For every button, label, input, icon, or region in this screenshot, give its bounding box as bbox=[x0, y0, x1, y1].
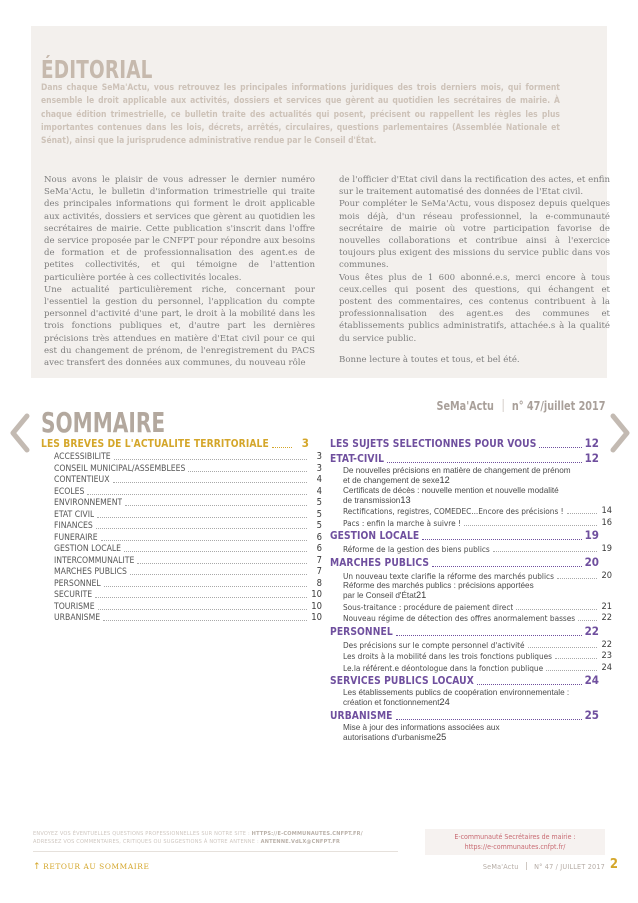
dot-leader bbox=[387, 461, 582, 463]
toc-article-line2 bbox=[343, 475, 599, 485]
toc-item[interactable] bbox=[41, 520, 322, 531]
toc-section[interactable] bbox=[330, 528, 599, 542]
toc-item-label: PERSONNEL bbox=[54, 578, 101, 589]
toc-item[interactable] bbox=[41, 486, 322, 497]
dot-leader bbox=[567, 512, 597, 514]
toc-article[interactable] bbox=[330, 612, 612, 623]
dot-leader bbox=[528, 646, 597, 648]
toc-item-label: CONSEIL MUNICIPAL/ASSEMBLÉES bbox=[54, 463, 186, 474]
editorial-paragraph: Vous êtes plus de 1 600 abonné.e.s, merci encore à tous ceux.celles qui posent des questions, qui échangent et postent des commentaires, ces contenus contribuent à la professionnalisation des agent.es des communes et établissements publics administratifs, attachée.s à la qualité du service public. bbox=[339, 272, 610, 344]
editorial-title: ÉDITORIAL bbox=[41, 54, 153, 84]
toc-section-label: SERVICES PUBLICS LOCAUX bbox=[330, 676, 474, 687]
toc-column-breves bbox=[41, 436, 322, 742]
toc-article[interactable] bbox=[330, 517, 612, 528]
toc-item-label: ÉTAT CIVIL bbox=[54, 509, 95, 520]
toc-article-page: 22 bbox=[601, 638, 612, 650]
footer-email-link[interactable]: ANTENNE.VdLX@CNFPT.FR bbox=[260, 839, 341, 846]
toc-item-page: 3 bbox=[316, 451, 322, 462]
chevron-right-icon[interactable] bbox=[604, 410, 634, 456]
toc-item-page: 6 bbox=[316, 543, 322, 554]
toc-item-label: ACCESSIBILITÉ bbox=[54, 452, 111, 462]
toc-article-page: 21 bbox=[601, 600, 612, 612]
dot-leader bbox=[539, 446, 581, 448]
dot-leader bbox=[124, 550, 307, 552]
dot-leader bbox=[464, 524, 597, 526]
dot-leader bbox=[432, 565, 581, 567]
toc-item-label: ENVIRONNEMENT bbox=[54, 498, 123, 508]
toc-article-line2 bbox=[343, 697, 599, 707]
editorial-columns bbox=[44, 174, 610, 369]
toc-article-page: 12 bbox=[439, 475, 450, 485]
toc-section-page: 20 bbox=[584, 554, 599, 569]
toc-article-page: 24 bbox=[601, 661, 612, 673]
toc-article-label-line2: de transmission bbox=[343, 495, 401, 505]
footer-publication-name: SeMa'Actu bbox=[482, 862, 519, 871]
footer-site-link[interactable]: HTTPS://E-COMMUNAUTES.CNFPT.FR/ bbox=[251, 831, 363, 837]
toc-item[interactable] bbox=[41, 566, 322, 577]
arrow-up-icon: ↑ bbox=[33, 862, 42, 872]
toc-item[interactable] bbox=[41, 589, 322, 600]
toc-article-page: 21 bbox=[416, 590, 427, 600]
dot-leader bbox=[422, 538, 581, 540]
dot-leader bbox=[95, 596, 307, 598]
toc-item-page: 5 bbox=[316, 520, 322, 531]
toc-article-label-line2: par le Conseil d'État bbox=[343, 591, 417, 600]
toc-article[interactable] bbox=[330, 723, 599, 742]
toc-item-page: 5 bbox=[316, 508, 322, 520]
footer-note-text: ENVOYEZ VOS ÉVENTUELLES QUESTIONS PROFESSIONNELLES SUR NOTRE SITE : bbox=[33, 831, 252, 837]
toc-article-label-line2: autorisations d'urbanisme bbox=[343, 732, 437, 742]
sommaire-title: SOMMAIRE bbox=[41, 406, 166, 440]
toc-item-label: MARCHÉS PUBLICS bbox=[54, 567, 127, 577]
toc-article[interactable] bbox=[330, 570, 612, 581]
toc-item-page: 4 bbox=[316, 485, 322, 497]
toc-item[interactable] bbox=[41, 497, 322, 508]
toc-section-label: URBANISME bbox=[330, 710, 393, 722]
toc-article-label: Un nouveau texte clarifie la réforme des marchés publics bbox=[343, 570, 554, 581]
toc-article[interactable] bbox=[330, 662, 612, 673]
toc-article[interactable] bbox=[330, 688, 599, 707]
ecommunaute-box[interactable] bbox=[425, 829, 605, 855]
toc-item[interactable] bbox=[41, 612, 322, 623]
toc-section-label: GESTION LOCALE bbox=[330, 531, 420, 542]
dot-leader bbox=[96, 527, 307, 529]
chevron-left-icon[interactable] bbox=[6, 410, 36, 456]
toc-article[interactable] bbox=[330, 466, 599, 485]
toc-item-page: 4 bbox=[316, 474, 322, 485]
toc-article-line2 bbox=[343, 495, 599, 505]
toc-item-label: INTERCOMMUNALITÉ bbox=[54, 555, 135, 566]
dot-leader bbox=[137, 562, 307, 564]
toc-article-label: Des précisions sur le compte personnel d'activité bbox=[343, 639, 525, 650]
toc-article-page: 13 bbox=[400, 494, 411, 505]
toc-article-label: Nouveau régime de détection des offres anormalement basses bbox=[343, 613, 576, 623]
toc-article-label-line2: création et fonctionnement bbox=[343, 698, 440, 707]
toc-section[interactable] bbox=[330, 708, 599, 722]
toc-article[interactable] bbox=[330, 650, 612, 661]
sommaire-issue-meta bbox=[436, 398, 605, 413]
toc-article[interactable] bbox=[330, 486, 599, 505]
toc-article-label-line2: et de changement de sexe bbox=[343, 476, 440, 485]
dot-leader bbox=[578, 619, 597, 621]
toc-article-label: Les droits à la mobilité dans les trois fonctions publiques bbox=[343, 651, 553, 661]
sommaire-publication-name: SeMa'Actu bbox=[436, 398, 494, 413]
toc-heading-label: LES BRÈVES DE L'ACTUALITÉ TERRITORIALE bbox=[41, 439, 269, 450]
toc-article-page: 16 bbox=[601, 516, 612, 528]
toc-section-page: 12 bbox=[584, 451, 599, 465]
dot-leader bbox=[114, 458, 307, 460]
toc-item[interactable] bbox=[41, 532, 322, 543]
toc-item[interactable] bbox=[41, 543, 322, 554]
dot-leader bbox=[101, 539, 307, 541]
toc-article-label-line1: De nouvelles précisions en matière de changement de prénom bbox=[343, 466, 571, 475]
toc-item-page: 10 bbox=[311, 612, 322, 623]
toc-article[interactable] bbox=[330, 601, 612, 612]
editorial-intro: Dans chaque SeMa'Actu, vous retrouvez les principales informations juridiques des trois derniers mois, qui forment ensemble le droit applicable aux activités, dossiers et services que gèrent au quotidien les secrétaires de mairie. À chaque édition trimestrielle, ce bulletin traite des actualités qui posent, précisent ou rappellent les règles les plus importantes contenues dans les lois, décrets, arrêtés, circulaires, questions parlementaires (Assemblée Nationale et Sénat), ainsi que la jurisprudence administrative rendue par le Conseil d'État. bbox=[41, 83, 560, 147]
sommaire-issue-number: n° 47/juillet 2017 bbox=[511, 398, 605, 413]
toc-section[interactable] bbox=[330, 555, 599, 569]
footer-note-line-2 bbox=[33, 838, 398, 846]
divider bbox=[502, 399, 503, 412]
toc-item-page: 7 bbox=[316, 566, 322, 577]
editorial-paragraph: de l'officier d'Etat civil dans la rectification des actes, et enfin sur le traitement automatisé des données de l'Etat civil. bbox=[339, 175, 610, 198]
editorial-paragraph: Bonne lecture à toutes et tous, et bel été. bbox=[339, 354, 520, 365]
dot-leader bbox=[87, 493, 307, 495]
footer-issue-number: N° 47 / JUILLET 2017 bbox=[534, 862, 605, 871]
dot-leader bbox=[125, 504, 307, 506]
toc-section[interactable] bbox=[330, 624, 599, 638]
toc-article-label: Le.la référent.e déontologue dans la fonction publique bbox=[343, 662, 544, 673]
editorial-paragraph: Pour compléter le SeMa'Actu, vous disposez depuis quelques mois déjà, d'un réseau professionnel, la e-communauté secrétaire de mairie où votre participation favorise de nouvelles collaborations et contribue ainsi à l'exercice toujours plus exigent des missions du service public dans vos communes. bbox=[339, 199, 610, 271]
toc-section-page: 24 bbox=[584, 673, 599, 687]
editorial-paragraph: Nous avons le plaisir de vous adresser le dernier numéro SeMa'Actu, le bulletin d'information trimestrielle qui traite des principales informations qui forment le droit applicable aux activités, dossiers et services que gèrent au quotidien les secrétaires de mairie. Cette publication s'inscrit dans l'offre de service proposée par le CNFPT pour répondre aux besoins de formation et de professionnalisation des agent.es de petites collectivités, et qui témoigne de l'attention particulière portée à ces collectivités locales. bbox=[44, 175, 315, 283]
toc-heading-label: LES SUJETS SÉLECTIONNÉS POUR VOUS bbox=[330, 439, 537, 450]
dot-leader bbox=[113, 481, 308, 483]
toc-heading-page: 12 bbox=[584, 436, 599, 450]
toc-item-page: 6 bbox=[316, 531, 322, 543]
toc-section[interactable] bbox=[330, 673, 599, 687]
toc-article-page: 24 bbox=[439, 697, 450, 707]
toc-article-label: Sous-traitance : procédure de paiement direct bbox=[343, 601, 514, 612]
toc-article-page: 14 bbox=[601, 505, 612, 516]
dot-leader bbox=[396, 634, 582, 636]
toc-section-page: 22 bbox=[584, 623, 599, 638]
toc-column-sujets bbox=[330, 436, 612, 742]
toc-item-label: CONTENTIEUX bbox=[54, 475, 110, 485]
toc-section-page: 19 bbox=[584, 528, 599, 542]
dot-leader bbox=[557, 577, 597, 579]
toc-item-page: 5 bbox=[316, 497, 322, 508]
back-to-summary-link[interactable] bbox=[33, 862, 149, 872]
toc-item[interactable] bbox=[41, 601, 322, 612]
toc-item[interactable] bbox=[41, 474, 322, 485]
footer-note-text: ADRESSEZ VOS COMMENTAIRES, CRITIQUES OU SUGGESTIONS À NOTRE ANTENNE : bbox=[33, 839, 261, 846]
toc-item-label: FINANCES bbox=[54, 521, 93, 531]
toc-item-page: 10 bbox=[311, 600, 322, 612]
toc-article-page: 25 bbox=[436, 731, 447, 742]
toc-item[interactable] bbox=[41, 555, 322, 566]
toc-article-page: 20 bbox=[601, 569, 612, 581]
back-to-summary-label: RETOUR AU SOMMAIRE bbox=[43, 862, 150, 871]
toc-heading-page: 3 bbox=[301, 436, 309, 450]
dot-leader bbox=[396, 718, 582, 720]
dot-leader bbox=[493, 550, 597, 552]
toc-article-line2 bbox=[343, 732, 599, 742]
toc-item-label: GESTION LOCALE bbox=[54, 544, 122, 554]
footer-contact-note bbox=[33, 830, 398, 852]
toc-item-label: ÉCOLES bbox=[54, 486, 85, 497]
table-of-contents bbox=[41, 436, 612, 742]
ecommunaute-url[interactable]: https://e-communautes.cnfpt.fr/ bbox=[464, 843, 566, 851]
toc-article[interactable] bbox=[330, 581, 599, 600]
toc-item-label: URBANISME bbox=[54, 613, 101, 623]
divider bbox=[526, 862, 527, 870]
toc-article-label-line1: Les établissements publics de coopération environnementale : bbox=[343, 688, 570, 697]
dot-leader bbox=[103, 619, 307, 621]
toc-section-page: 25 bbox=[584, 707, 599, 722]
toc-item-page: 10 bbox=[311, 589, 322, 600]
toc-item-page: 7 bbox=[316, 554, 322, 566]
toc-article-label-line1: Certificats de décès : nouvelle mention et nouvelle modalité bbox=[343, 485, 559, 495]
toc-item-page: 8 bbox=[316, 577, 322, 589]
toc-heading-sujets[interactable] bbox=[330, 436, 599, 450]
toc-article-line2 bbox=[343, 590, 599, 600]
toc-article-page: 23 bbox=[601, 650, 612, 661]
toc-left-item-list bbox=[41, 451, 322, 623]
toc-section-label: MARCHÉS PUBLICS bbox=[330, 557, 430, 569]
editorial-column-left bbox=[44, 174, 315, 369]
toc-article[interactable] bbox=[330, 505, 612, 516]
toc-article-page: 22 bbox=[601, 612, 612, 623]
toc-article-label: Rectifications, registres, COMEDEC...Encore des précisions ! bbox=[343, 506, 564, 516]
toc-article[interactable] bbox=[330, 639, 612, 650]
dot-leader bbox=[272, 446, 292, 448]
dot-leader bbox=[97, 516, 307, 518]
dot-leader bbox=[546, 669, 597, 671]
dot-leader bbox=[188, 470, 307, 472]
toc-article-label: Réforme de la gestion des biens publics bbox=[343, 544, 490, 554]
dot-leader bbox=[555, 657, 597, 659]
toc-section-label: PERSONNEL bbox=[330, 626, 393, 638]
toc-item[interactable] bbox=[41, 509, 322, 520]
toc-item-label: TOURISME bbox=[54, 601, 95, 612]
editorial-column-right bbox=[339, 174, 610, 369]
toc-article-label-line1: Réforme des marchés publics : précisions apportées bbox=[343, 581, 534, 590]
toc-right-section-list bbox=[330, 451, 612, 742]
toc-section[interactable] bbox=[330, 451, 599, 465]
dot-leader bbox=[130, 573, 307, 575]
toc-heading-breves[interactable] bbox=[41, 436, 309, 450]
toc-article-label: Pacs : enfin la marche à suivre ! bbox=[343, 517, 461, 528]
editorial-block bbox=[31, 26, 610, 378]
toc-article[interactable] bbox=[330, 543, 612, 554]
toc-item[interactable] bbox=[41, 451, 322, 462]
footer-issue-meta bbox=[483, 862, 605, 871]
toc-article-page: 19 bbox=[601, 543, 612, 554]
toc-item-label: FUNÉRAIRE bbox=[54, 532, 98, 543]
dot-leader bbox=[477, 683, 582, 685]
editorial-paragraph: Une actualité particulièrement riche, concernant pour l'essentiel la gestion du personnel, l'application du compte personnel d'activité d'une part, le droit à la mobilité dans les trois fonctions publiques et, d'autre part les dernières précisions très attendues en matière d'Etat civil pour ce qui est du changement de prénom, de l'enregistrement du PACS avec transfert des données aux communes, du nouveau rôle bbox=[44, 284, 315, 369]
toc-section-label: ÉTAT-CIVIL bbox=[330, 454, 385, 465]
toc-item[interactable] bbox=[41, 578, 322, 589]
dot-leader bbox=[516, 608, 597, 610]
toc-item-label: SÉCURITÉ bbox=[54, 590, 93, 600]
dot-leader bbox=[104, 585, 307, 587]
toc-item[interactable] bbox=[41, 463, 322, 474]
ecommunaute-title: E-communauté Secrétaires de mairie : bbox=[454, 833, 576, 841]
page-number: 2 bbox=[609, 857, 618, 872]
footer-note-line-1 bbox=[33, 830, 398, 838]
toc-item-page: 3 bbox=[316, 462, 322, 474]
toc-article-label-line1: Mise à jour des informations associées aux bbox=[343, 722, 500, 732]
dot-leader bbox=[98, 608, 307, 610]
